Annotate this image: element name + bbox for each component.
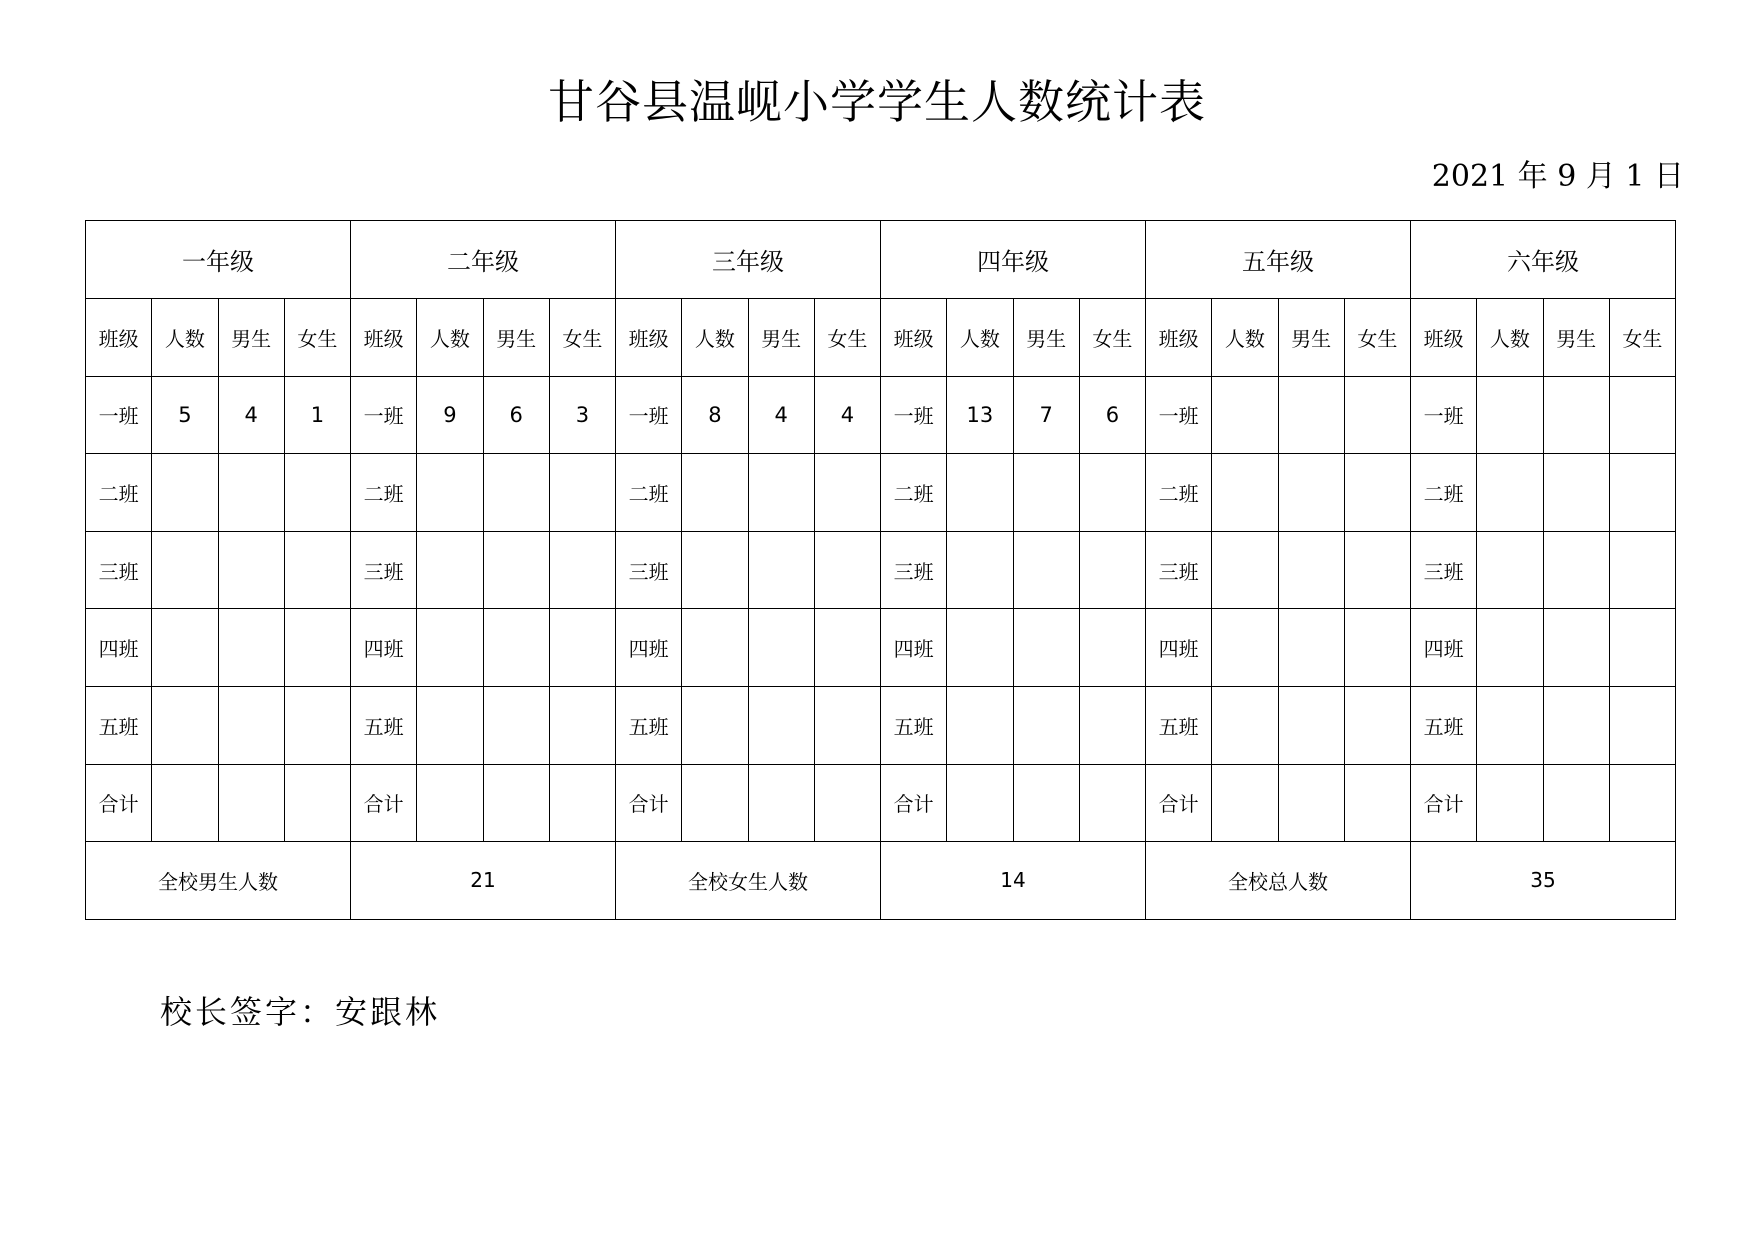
column-header: 班级 bbox=[1146, 299, 1212, 377]
count-cell bbox=[1344, 609, 1410, 687]
count-cell bbox=[1609, 686, 1675, 764]
count-cell bbox=[1609, 609, 1675, 687]
class-name-cell: 五班 bbox=[881, 686, 947, 764]
column-header: 男生 bbox=[748, 299, 814, 377]
class-name-cell: 二班 bbox=[1146, 454, 1212, 532]
count-cell bbox=[1278, 376, 1344, 454]
count-cell bbox=[218, 686, 284, 764]
count-cell bbox=[152, 764, 218, 842]
count-cell bbox=[1079, 764, 1145, 842]
count-cell bbox=[1079, 454, 1145, 532]
count-cell: 4 bbox=[814, 376, 880, 454]
class-name-cell: 二班 bbox=[881, 454, 947, 532]
class-name-cell: 合计 bbox=[881, 764, 947, 842]
class-name-cell: 一班 bbox=[616, 376, 682, 454]
class-name-cell: 四班 bbox=[86, 609, 152, 687]
total-value: 14 bbox=[881, 842, 1146, 920]
class-name-cell: 一班 bbox=[86, 376, 152, 454]
class-name-cell: 五班 bbox=[616, 686, 682, 764]
column-header: 人数 bbox=[417, 299, 483, 377]
count-cell bbox=[947, 609, 1013, 687]
count-cell bbox=[947, 686, 1013, 764]
column-header: 班级 bbox=[616, 299, 682, 377]
count-cell bbox=[483, 764, 549, 842]
count-cell bbox=[1543, 764, 1609, 842]
count-cell bbox=[1609, 531, 1675, 609]
column-header: 班级 bbox=[86, 299, 152, 377]
table-row bbox=[86, 531, 1676, 609]
total-label: 全校女生人数 bbox=[616, 842, 881, 920]
count-cell bbox=[284, 764, 350, 842]
class-name-cell: 合计 bbox=[86, 764, 152, 842]
count-cell bbox=[1477, 376, 1543, 454]
class-name-cell: 五班 bbox=[1411, 686, 1477, 764]
grade-header: 四年级 bbox=[881, 221, 1146, 299]
count-cell bbox=[1543, 686, 1609, 764]
count-cell bbox=[1278, 531, 1344, 609]
count-cell bbox=[947, 764, 1013, 842]
count-cell: 4 bbox=[748, 376, 814, 454]
count-cell bbox=[483, 454, 549, 532]
count-cell bbox=[748, 609, 814, 687]
count-cell bbox=[682, 454, 748, 532]
column-header: 女生 bbox=[1344, 299, 1410, 377]
count-cell bbox=[1013, 686, 1079, 764]
count-cell bbox=[1278, 764, 1344, 842]
count-cell bbox=[549, 454, 615, 532]
count-cell bbox=[1212, 376, 1278, 454]
class-name-cell: 三班 bbox=[616, 531, 682, 609]
count-cell bbox=[1344, 764, 1410, 842]
column-header: 男生 bbox=[218, 299, 284, 377]
count-cell bbox=[1212, 609, 1278, 687]
column-header: 女生 bbox=[1609, 299, 1675, 377]
count-cell: 6 bbox=[1079, 376, 1145, 454]
count-cell: 1 bbox=[284, 376, 350, 454]
count-cell bbox=[549, 609, 615, 687]
class-name-cell: 一班 bbox=[1146, 376, 1212, 454]
count-cell bbox=[1013, 454, 1079, 532]
principal-signature bbox=[160, 990, 440, 1034]
class-name-cell: 三班 bbox=[351, 531, 417, 609]
count-cell bbox=[1278, 609, 1344, 687]
count-cell: 9 bbox=[417, 376, 483, 454]
class-name-cell: 三班 bbox=[1411, 531, 1477, 609]
class-name-cell: 四班 bbox=[351, 609, 417, 687]
count-cell bbox=[218, 454, 284, 532]
class-name-cell: 合计 bbox=[616, 764, 682, 842]
count-cell bbox=[417, 764, 483, 842]
count-cell bbox=[152, 531, 218, 609]
document-title: 甘谷县温岘小学学生人数统计表 bbox=[548, 75, 1206, 129]
count-cell bbox=[1344, 454, 1410, 532]
count-cell bbox=[682, 531, 748, 609]
count-cell bbox=[1013, 609, 1079, 687]
count-cell bbox=[1344, 686, 1410, 764]
count-cell: 13 bbox=[947, 376, 1013, 454]
column-header: 女生 bbox=[1079, 299, 1145, 377]
table-row bbox=[86, 454, 1676, 532]
count-cell bbox=[748, 531, 814, 609]
column-header: 班级 bbox=[351, 299, 417, 377]
count-cell bbox=[152, 454, 218, 532]
count-cell bbox=[1278, 686, 1344, 764]
count-cell bbox=[1543, 531, 1609, 609]
count-cell bbox=[1013, 531, 1079, 609]
count-cell bbox=[947, 454, 1013, 532]
count-cell bbox=[218, 531, 284, 609]
column-header: 人数 bbox=[1212, 299, 1278, 377]
total-label: 全校男生人数 bbox=[86, 842, 351, 920]
class-name-cell: 合计 bbox=[1146, 764, 1212, 842]
count-cell: 8 bbox=[682, 376, 748, 454]
column-header: 女生 bbox=[284, 299, 350, 377]
column-header: 女生 bbox=[549, 299, 615, 377]
count-cell bbox=[1212, 454, 1278, 532]
column-header: 男生 bbox=[1278, 299, 1344, 377]
total-label: 全校总人数 bbox=[1146, 842, 1411, 920]
count-cell bbox=[483, 609, 549, 687]
count-cell bbox=[682, 609, 748, 687]
count-cell bbox=[549, 764, 615, 842]
grade-header-row bbox=[86, 221, 1676, 299]
count-cell: 6 bbox=[483, 376, 549, 454]
class-name-cell: 合计 bbox=[1411, 764, 1477, 842]
count-cell bbox=[1212, 531, 1278, 609]
grade-header: 一年级 bbox=[86, 221, 351, 299]
column-header: 男生 bbox=[1013, 299, 1079, 377]
document-date: 2021 年 9 月 1 日 bbox=[1431, 159, 1684, 194]
count-cell bbox=[1079, 686, 1145, 764]
class-name-cell: 五班 bbox=[86, 686, 152, 764]
table-row bbox=[86, 686, 1676, 764]
class-name-cell: 一班 bbox=[1411, 376, 1477, 454]
column-header: 男生 bbox=[1543, 299, 1609, 377]
grade-header: 三年级 bbox=[616, 221, 881, 299]
class-name-cell: 三班 bbox=[1146, 531, 1212, 609]
count-cell bbox=[417, 531, 483, 609]
count-cell bbox=[284, 609, 350, 687]
column-header: 班级 bbox=[1411, 299, 1477, 377]
count-cell bbox=[1543, 609, 1609, 687]
count-cell bbox=[947, 531, 1013, 609]
class-name-cell: 三班 bbox=[86, 531, 152, 609]
grade-header: 五年级 bbox=[1146, 221, 1411, 299]
class-name-cell: 三班 bbox=[881, 531, 947, 609]
count-cell bbox=[1609, 454, 1675, 532]
column-header: 男生 bbox=[483, 299, 549, 377]
signature-name: 安跟林 bbox=[335, 993, 441, 1031]
class-name-cell: 一班 bbox=[351, 376, 417, 454]
grade-header: 六年级 bbox=[1411, 221, 1676, 299]
count-cell bbox=[814, 531, 880, 609]
table-row bbox=[86, 376, 1676, 454]
table-row bbox=[86, 764, 1676, 842]
class-name-cell: 四班 bbox=[881, 609, 947, 687]
class-name-cell: 四班 bbox=[1146, 609, 1212, 687]
count-cell bbox=[152, 686, 218, 764]
count-cell bbox=[483, 531, 549, 609]
count-cell bbox=[748, 764, 814, 842]
column-header: 人数 bbox=[1477, 299, 1543, 377]
count-cell bbox=[284, 454, 350, 532]
class-name-cell: 二班 bbox=[1411, 454, 1477, 532]
count-cell bbox=[1543, 376, 1609, 454]
count-cell bbox=[417, 686, 483, 764]
grade-header: 二年级 bbox=[351, 221, 616, 299]
count-cell bbox=[1609, 376, 1675, 454]
count-cell bbox=[152, 609, 218, 687]
count-cell bbox=[549, 531, 615, 609]
count-cell bbox=[1013, 764, 1079, 842]
count-cell bbox=[1278, 454, 1344, 532]
count-cell bbox=[1477, 454, 1543, 532]
count-cell bbox=[284, 686, 350, 764]
column-header: 人数 bbox=[947, 299, 1013, 377]
count-cell bbox=[1344, 376, 1410, 454]
column-header: 人数 bbox=[682, 299, 748, 377]
count-cell bbox=[814, 764, 880, 842]
count-cell bbox=[748, 454, 814, 532]
count-cell bbox=[814, 686, 880, 764]
count-cell bbox=[1212, 686, 1278, 764]
count-cell bbox=[483, 686, 549, 764]
count-cell bbox=[748, 686, 814, 764]
count-cell bbox=[284, 531, 350, 609]
count-cell bbox=[814, 454, 880, 532]
class-name-cell: 五班 bbox=[351, 686, 417, 764]
count-cell bbox=[682, 686, 748, 764]
table-row bbox=[86, 609, 1676, 687]
column-header: 女生 bbox=[814, 299, 880, 377]
count-cell bbox=[682, 764, 748, 842]
class-name-cell: 五班 bbox=[1146, 686, 1212, 764]
count-cell bbox=[1212, 764, 1278, 842]
class-name-cell: 四班 bbox=[616, 609, 682, 687]
count-cell bbox=[1477, 609, 1543, 687]
count-cell bbox=[417, 609, 483, 687]
column-header-row bbox=[86, 299, 1676, 377]
count-cell: 3 bbox=[549, 376, 615, 454]
class-name-cell: 二班 bbox=[616, 454, 682, 532]
count-cell bbox=[1079, 531, 1145, 609]
count-cell bbox=[1609, 764, 1675, 842]
total-value: 35 bbox=[1411, 842, 1676, 920]
count-cell: 5 bbox=[152, 376, 218, 454]
count-cell bbox=[1543, 454, 1609, 532]
count-cell bbox=[218, 609, 284, 687]
signature-label: 校长签字： bbox=[160, 993, 336, 1031]
column-header: 班级 bbox=[881, 299, 947, 377]
class-name-cell: 一班 bbox=[881, 376, 947, 454]
column-header: 人数 bbox=[152, 299, 218, 377]
count-cell: 7 bbox=[1013, 376, 1079, 454]
count-cell bbox=[417, 454, 483, 532]
count-cell bbox=[1477, 764, 1543, 842]
count-cell: 4 bbox=[218, 376, 284, 454]
class-name-cell: 二班 bbox=[86, 454, 152, 532]
count-cell bbox=[1079, 609, 1145, 687]
count-cell bbox=[549, 686, 615, 764]
count-cell bbox=[1477, 686, 1543, 764]
class-name-cell: 四班 bbox=[1411, 609, 1477, 687]
count-cell bbox=[1477, 531, 1543, 609]
total-value: 21 bbox=[351, 842, 616, 920]
class-name-cell: 二班 bbox=[351, 454, 417, 532]
count-cell bbox=[218, 764, 284, 842]
school-totals-row bbox=[86, 842, 1676, 920]
class-name-cell: 合计 bbox=[351, 764, 417, 842]
count-cell bbox=[1344, 531, 1410, 609]
count-cell bbox=[814, 609, 880, 687]
student-statistics-table bbox=[85, 220, 1676, 920]
